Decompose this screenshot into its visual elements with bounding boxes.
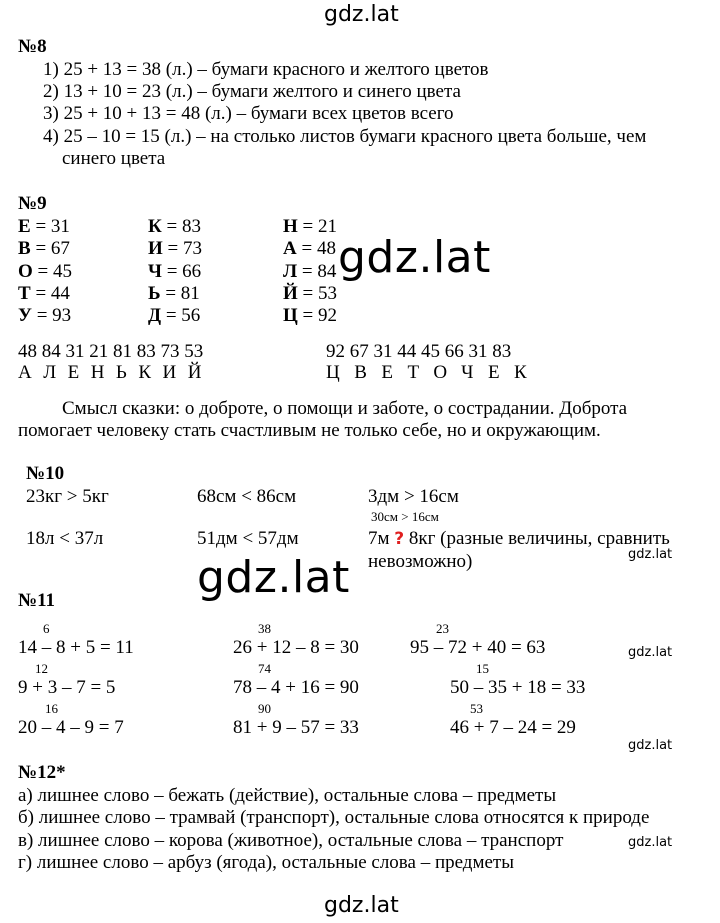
intermediate-result: 16	[45, 701, 58, 716]
watermark-top: gdz.lat	[324, 2, 399, 27]
task-11-title: №11	[18, 590, 56, 611]
intermediate-result: 6	[43, 621, 50, 636]
watermark-large-2: gdz.lat	[197, 552, 350, 603]
intermediate-result: 53	[470, 701, 483, 716]
story-meaning-line-2: помогает человеку стать счастливым не только себе, но и окружающим.	[18, 420, 601, 441]
task-8-line-3: 3) 25 + 10 + 13 = 48 (л.) – бумаги всех цветов всего	[43, 103, 454, 124]
letter-value: О = 45	[18, 261, 72, 282]
expression: 50 – 35 + 18 = 33	[450, 677, 586, 698]
letter-value: Ч = 66	[148, 261, 202, 282]
letter-value: Т = 44	[18, 283, 70, 304]
letter-value: И = 73	[148, 238, 202, 259]
task-12-line-d: г) лишнее слово – арбуз (ягода), остальные слова – предметы	[18, 852, 515, 873]
letter-value: Е = 31	[18, 216, 70, 237]
letter-value: Ь = 81	[148, 283, 200, 304]
expression: 9 + 3 – 7 = 5	[18, 677, 116, 698]
task-10-title: №10	[26, 463, 65, 484]
expression: 78 – 4 + 16 = 90	[233, 677, 359, 698]
letter-value: Й = 53	[283, 283, 337, 304]
expression: 26 + 12 – 8 = 30	[233, 637, 359, 658]
letter-value: Л = 84	[283, 261, 337, 282]
task-8-line-1: 1) 25 + 13 = 38 (л.) – бумаги красного и желтого цветов	[43, 59, 489, 80]
task-12-line-c: в) лишнее слово – корова (животное), остальные слова – транспорт	[18, 830, 564, 851]
letter-value: Д = 56	[148, 305, 201, 326]
expression: 95 – 72 + 40 = 63	[410, 637, 546, 658]
comparison: 23кг > 5кг	[26, 486, 109, 507]
task-8-title: №8	[18, 36, 47, 57]
watermark-small-3: gdz.lat	[628, 738, 673, 753]
code-sequence-1: 48 84 31 21 81 83 73 53	[18, 341, 204, 362]
letter-value: К = 83	[148, 216, 201, 237]
intermediate-result: 15	[476, 661, 489, 676]
comparison: 68см < 86см	[197, 486, 297, 507]
task-12-line-b: б) лишнее слово – трамвай (транспорт), остальные слова относятся к природе	[18, 807, 650, 828]
story-meaning-line-1: Смысл сказки: о доброте, о помощи и заботе, о сострадании. Доброта	[62, 398, 628, 419]
intermediate-result: 74	[258, 661, 271, 676]
question-mark: ?	[394, 529, 405, 549]
watermark-small-2: gdz.lat	[628, 645, 673, 660]
task-8-line-5: синего цвета	[62, 148, 166, 169]
comparison: 3дм > 16см	[368, 486, 459, 507]
intermediate-result: 90	[258, 701, 271, 716]
comparison-conversion: 30см > 16см	[371, 509, 439, 524]
watermark-large-1: gdz.lat	[338, 232, 491, 283]
letter-value: В = 67	[18, 238, 70, 259]
expression: 46 + 7 – 24 = 29	[450, 717, 576, 738]
letter-value: У = 93	[18, 305, 72, 326]
task-8-line-2: 2) 13 + 10 = 23 (л.) – бумаги желтого и синего цвета	[43, 81, 461, 102]
task-8-line-4: 4) 25 – 10 = 15 (л.) – на столько листов бумаги красного цвета больше, чем	[43, 126, 647, 147]
letter-value: Н = 21	[283, 216, 337, 237]
letter-value: А = 48	[283, 238, 336, 259]
intermediate-result: 38	[258, 621, 271, 636]
decoded-word-2: ЦВЕТОЧЕК	[326, 362, 542, 383]
task-9-title: №9	[18, 193, 47, 214]
comparison: 18л < 37л	[26, 528, 104, 549]
task-12-line-a: а) лишнее слово – бежать (действие), остальные слова – предметы	[18, 785, 557, 806]
expression: 14 – 8 + 5 = 11	[18, 637, 134, 658]
comparison-incomparable: 7м ? 8кг (разные величины, сравнить	[368, 528, 670, 549]
watermark-small-1: gdz.lat	[628, 547, 673, 562]
code-sequence-2: 92 67 31 44 45 66 31 83	[326, 341, 512, 362]
expression: 20 – 4 – 9 = 7	[18, 717, 124, 738]
comparison-note: невозможно)	[368, 551, 473, 572]
watermark-small-4: gdz.lat	[628, 835, 673, 850]
comparison: 51дм < 57дм	[197, 528, 299, 549]
intermediate-result: 23	[436, 621, 449, 636]
expression: 81 + 9 – 57 = 33	[233, 717, 359, 738]
intermediate-result: 12	[35, 661, 48, 676]
task-12-title: №12*	[18, 762, 66, 783]
watermark-bottom: gdz.lat	[324, 893, 399, 918]
decoded-word-1: АЛЕНЬКИЙ	[18, 362, 213, 383]
letter-value: Ц = 92	[283, 305, 337, 326]
